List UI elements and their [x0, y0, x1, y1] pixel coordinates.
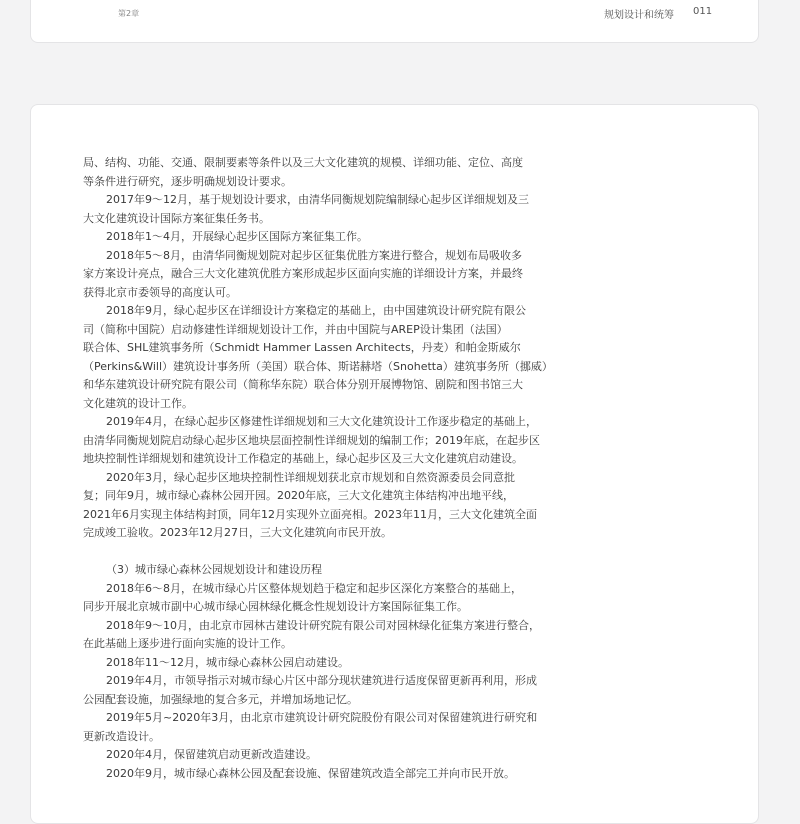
- text-line: 地块控制性详细规划和建筑设计工作稳定的基础上，绿心起步区及三大文化建筑启动建设。: [83, 452, 523, 465]
- text-line: 局、结构、功能、交通、限制要素等条件以及三大文化建筑的规模、详细功能、定位、高度: [83, 156, 523, 169]
- text-line: 2018年5～8月，由清华同衡规划院对起步区征集优胜方案进行整合，规划布局吸收多: [106, 248, 522, 262]
- running-title: 规划设计和统筹: [604, 10, 674, 21]
- chapter-label: 第2章: [118, 9, 140, 18]
- text-line: 更新改造设计。: [83, 729, 160, 743]
- text-line: 2019年4月，市领导指示对城市绿心片区中部分现状建筑进行适度保留更新再利用，形成: [106, 674, 537, 687]
- text-line: 公园配套设施，加强绿地的复合多元，并增加场地记忆。: [83, 692, 358, 706]
- text-line: 同步开展北京城市副中心城市绿心园林绿化概念性规划设计方案国际征集工作。: [83, 600, 468, 613]
- text-line: 在此基础上逐步进行面向实施的设计工作。: [83, 637, 292, 650]
- text-line: 完成竣工验收。2023年12月27日，三大文化建筑向市民开放。: [83, 526, 392, 539]
- text-line: 2018年9月，绿心起步区在详细设计方案稳定的基础上，由中国建筑设计研究院有限公: [106, 304, 526, 317]
- text-line: 2018年1～4月，开展绿心起步区国际方案征集工作。: [106, 230, 368, 243]
- text-line: 2019年5月~2020年3月，由北京市建筑设计研究院股份有限公司对保留建筑进行研究和: [106, 711, 538, 724]
- text-line: 和华东建筑设计研究院有限公司（简称华东院）联合体分别开展博物馆、剧院和图书馆三大: [83, 378, 523, 391]
- paragraph-spacer: [83, 543, 558, 562]
- text-line: 2020年9月，城市绿心森林公园及配套设施、保留建筑改造全部完工并向市民开放。: [106, 766, 515, 780]
- text-line: 2019年4月，在绿心起步区修建性详细规划和三大文化建筑设计工作逐步稳定的基础上，: [106, 415, 537, 428]
- text-line: 联合体、SHL建筑事务所（Schmidt Hammer Lassen Architects，丹麦）和帕金斯威尔: [83, 341, 521, 354]
- text-line: 大文化建筑设计国际方案征集任务书。: [83, 211, 270, 225]
- text-line: 2020年4月，保留建筑启动更新改造建设。: [106, 748, 317, 761]
- section-heading: （3）城市绿心森林公园规划设计和建设历程: [106, 563, 322, 576]
- text-line: 获得北京市委领导的高度认可。: [83, 285, 237, 299]
- text-line: 2018年11～12月，城市绿心森林公园启动建设。: [106, 655, 349, 669]
- text-line: 司（简称中国院）启动修建性详细规划设计工作，并由中国院与AREP设计集团（法国）: [83, 322, 508, 336]
- page-number: 011: [693, 6, 713, 17]
- text-line: 2017年9～12月，基于规划设计要求，由清华同衡规划院编制绿心起步区详细规划及三: [106, 193, 529, 206]
- text-line: 2018年9～10月，由北京市园林古建设计研究院有限公司对园林绿化征集方案进行整合，: [106, 618, 540, 632]
- text-line: 由清华同衡规划院启动绿心起步区地块层面控制性详细规划的编制工作；2019年底，在起步区: [83, 433, 540, 447]
- text-line: 复；同年9月，城市绿心森林公园开园。2020年底，三大文化建筑主体结构冲出地平线，: [83, 489, 514, 502]
- body-text: [83, 154, 558, 783]
- text-line: （Perkins&Will）建筑设计事务所（美国）联合体、斯诺赫塔（Snohetta）建筑事务所（挪威）: [83, 359, 553, 373]
- text-line: 2018年6～8月，在城市绿心片区整体规划趋于稳定和起步区深化方案整合的基础上，: [106, 581, 522, 595]
- text-line: 2021年6月实现主体结构封顶，同年12月实现外立面亮相。2023年11月，三大文化建筑全面: [83, 507, 537, 521]
- text-line: 等条件进行研究，逐步明确规划设计要求。: [83, 174, 292, 188]
- text-line: 家方案设计亮点，融合三大文化建筑优胜方案形成起步区面向实施的详细设计方案，并最终: [83, 267, 523, 280]
- header-card: [30, 0, 759, 43]
- text-line: 文化建筑的设计工作。: [83, 396, 193, 410]
- page-card: [30, 104, 759, 824]
- text-line: 2020年3月，绿心起步区地块控制性详细规划获北京市规划和自然资源委员会同意批: [106, 470, 515, 484]
